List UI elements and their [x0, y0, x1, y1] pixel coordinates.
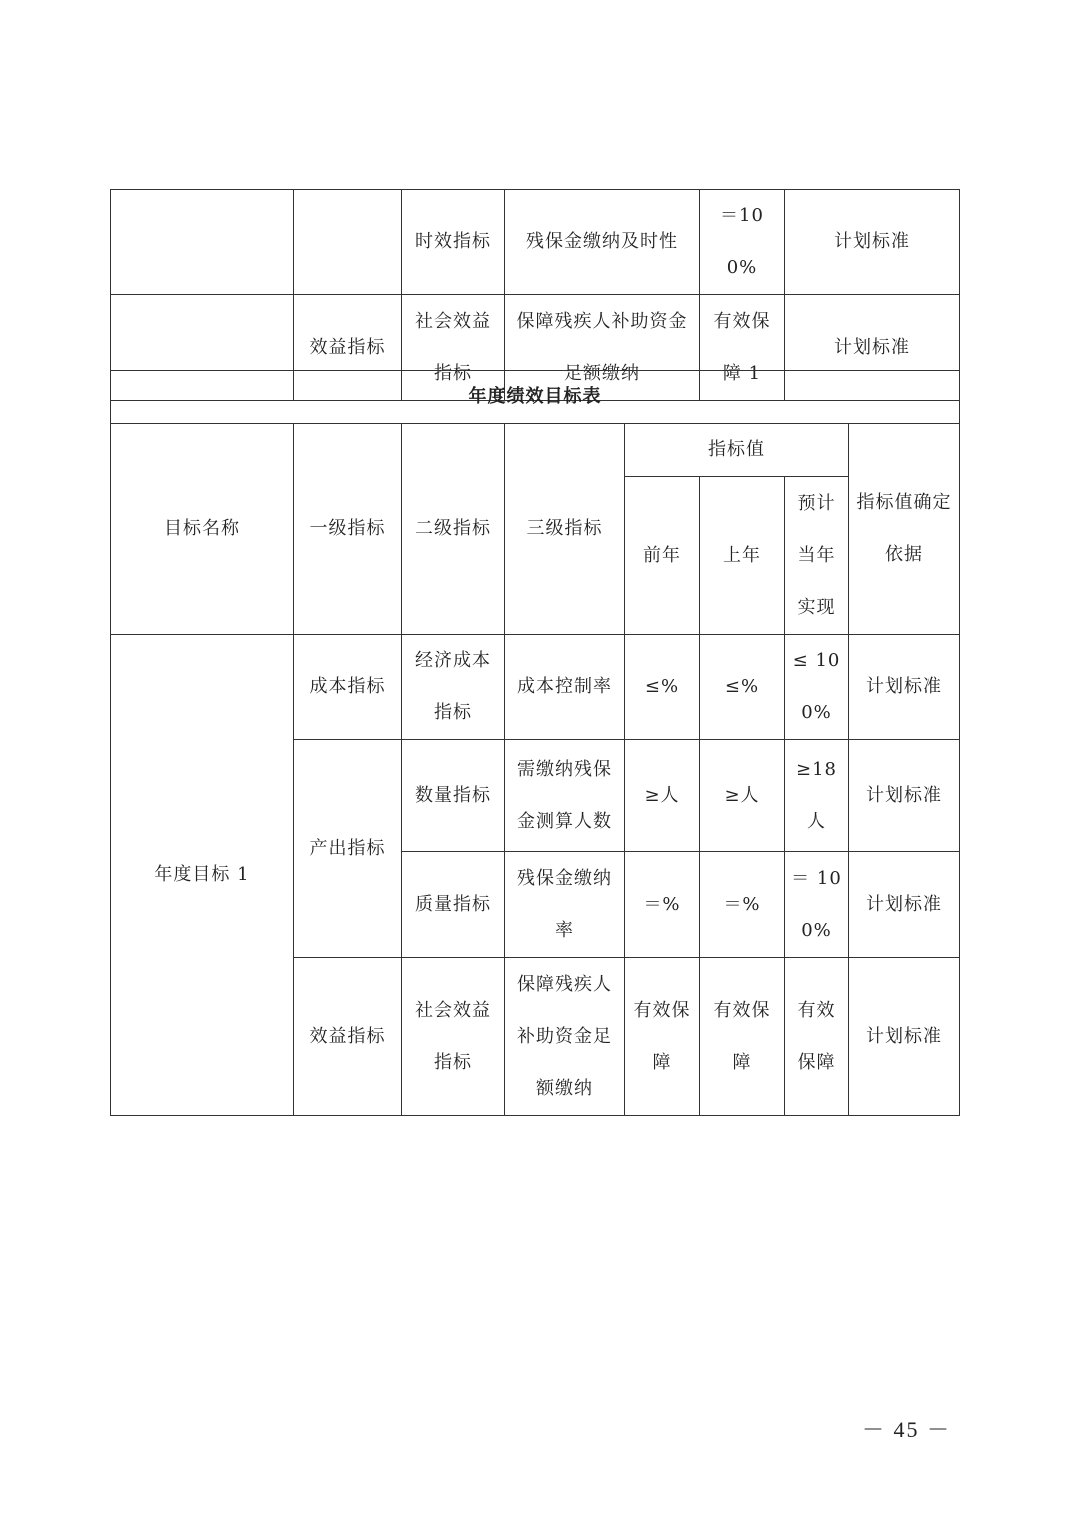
prev-value-cell: 有效保障: [625, 958, 700, 1116]
expected-value-cell: ＝ 100%: [785, 852, 849, 958]
header-basis: 指标值确定依据: [849, 424, 960, 635]
header-expected: 预计当年实现: [785, 477, 849, 635]
level3-cell: 需缴纳残保金测算人数: [505, 740, 625, 852]
header-indicator-value: 指标值: [625, 424, 849, 477]
level1-cell: 效益指标: [294, 295, 402, 401]
basis-cell: 计划标准: [849, 740, 960, 852]
basis-cell: 计划标准: [849, 958, 960, 1116]
basis-cell: 计划标准: [785, 295, 960, 401]
header-target-name: 目标名称: [111, 424, 294, 635]
empty-cell: [294, 190, 402, 295]
level2-cell: 质量指标: [402, 852, 505, 958]
header-level2: 二级指标: [402, 424, 505, 635]
header-prev-year: 前年: [625, 477, 700, 635]
basis-cell: 计划标准: [849, 635, 960, 740]
annual-performance-table: [110, 370, 960, 1116]
level1-cell: 成本指标: [294, 635, 402, 740]
expected-value-cell: ≥18 人: [785, 740, 849, 852]
value-cell: 有效保障 1: [700, 295, 785, 401]
last-value-cell: 有效保障: [700, 958, 785, 1116]
level3-cell: 残保金缴纳及时性: [505, 190, 700, 295]
level2-cell: 数量指标: [402, 740, 505, 852]
level3-cell: 保障残疾人补助资金足额缴纳: [505, 958, 625, 1116]
expected-value-cell: 有效保障: [785, 958, 849, 1116]
level2-cell: 时效指标: [402, 190, 505, 295]
header-level1: 一级指标: [294, 424, 402, 635]
table-row: [111, 190, 960, 295]
empty-cell: [111, 190, 294, 295]
level3-cell: 保障残疾人补助资金足额缴纳: [505, 295, 700, 401]
last-value-cell: ＝%: [700, 852, 785, 958]
level2-cell: 社会效益指标: [402, 295, 505, 401]
header-row: [111, 424, 960, 477]
level2-cell: 经济成本指标: [402, 635, 505, 740]
basis-cell: 计划标准: [785, 190, 960, 295]
value-cell: ＝100%: [700, 190, 785, 295]
last-value-cell: ≥人: [700, 740, 785, 852]
page-number: － 45 －: [862, 1417, 952, 1442]
header-level3: 三级指标: [505, 424, 625, 635]
target-name-cell: 年度目标 1: [111, 635, 294, 1116]
prev-value-cell: ≤%: [625, 635, 700, 740]
level3-cell: 成本控制率: [505, 635, 625, 740]
level2-cell: 社会效益指标: [402, 958, 505, 1116]
table-title: 年度绩效目标表: [111, 371, 960, 424]
prev-value-cell: ≥人: [625, 740, 700, 852]
level1-cell: 效益指标: [294, 958, 402, 1116]
table-row: [111, 635, 960, 740]
prev-value-cell: ＝%: [625, 852, 700, 958]
expected-value-cell: ≤ 100%: [785, 635, 849, 740]
basis-cell: 计划标准: [849, 852, 960, 958]
last-value-cell: ≤%: [700, 635, 785, 740]
table-title-row: [111, 371, 960, 424]
level3-cell: 残保金缴纳率: [505, 852, 625, 958]
header-last-year: 上年: [700, 477, 785, 635]
level1-cell: 产出指标: [294, 740, 402, 958]
